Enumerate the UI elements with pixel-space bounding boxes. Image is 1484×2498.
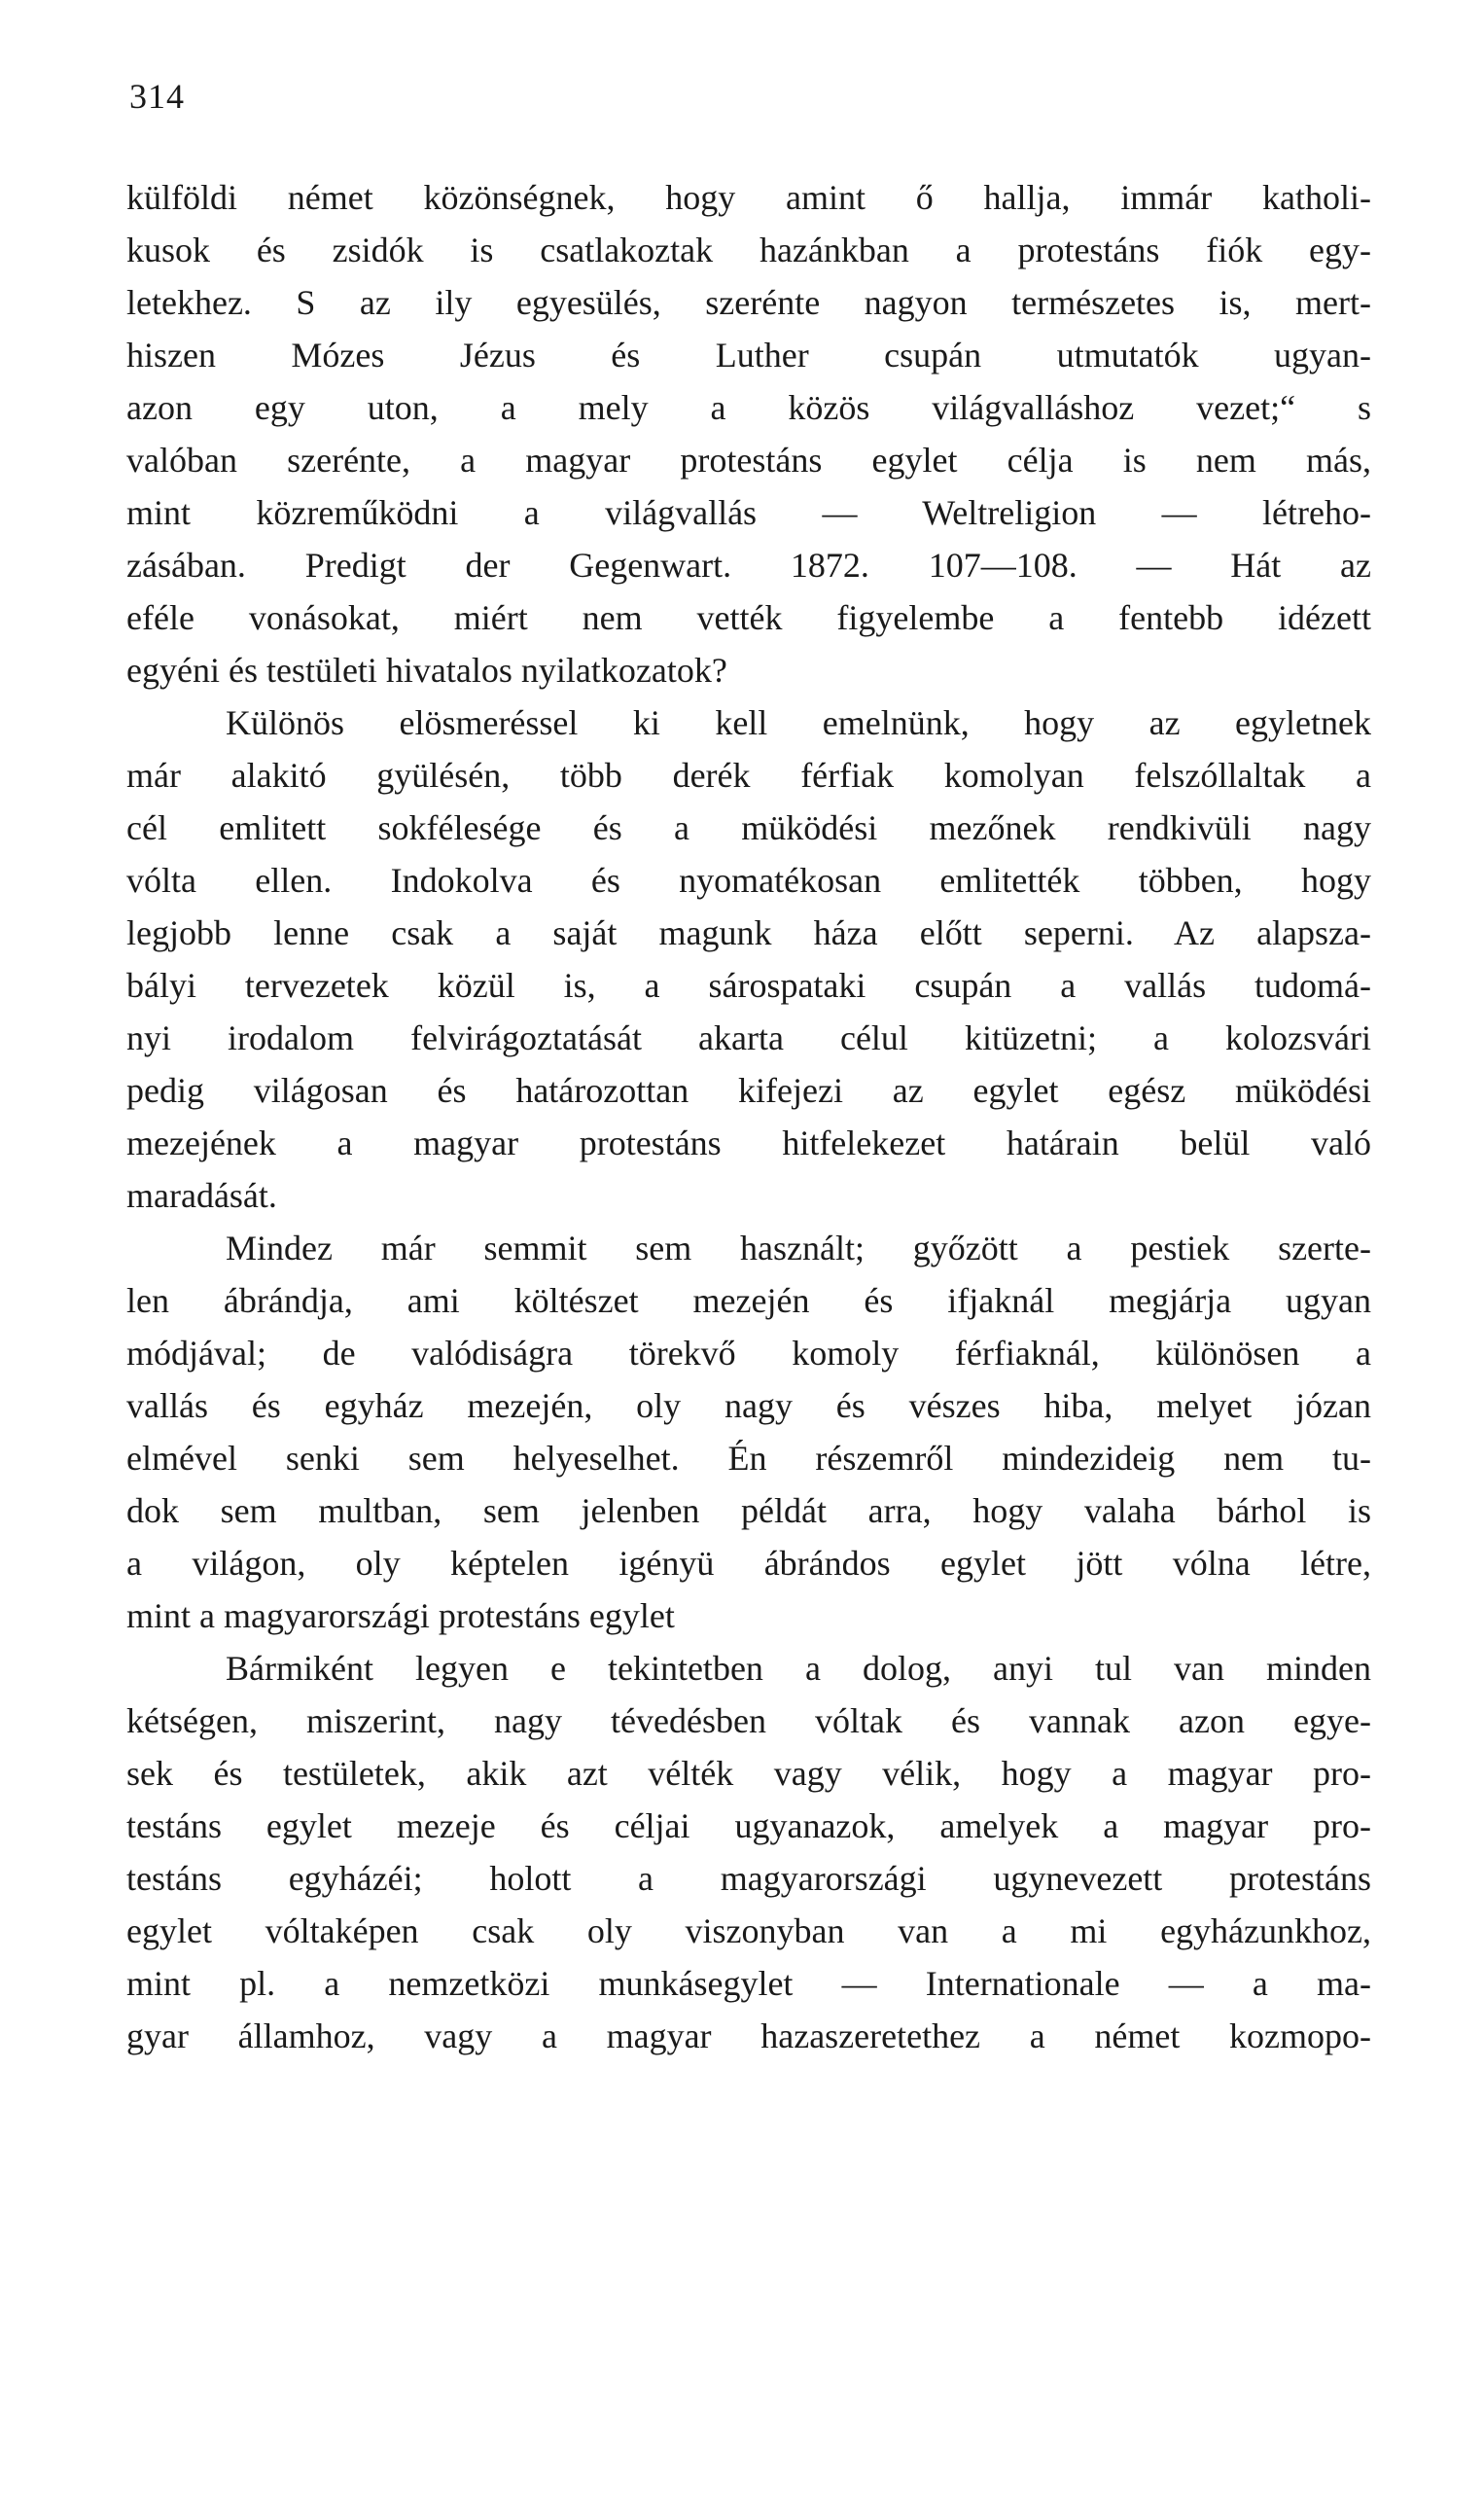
text-line: pedig világosan és határozottan kifejezi az egylet egész müködési (126, 1071, 1371, 1110)
text-line: Különös elösmeréssel ki kell emelnünk, hogy az egyletnek (226, 703, 1371, 742)
text-line: egyéni és testületi hivatalos nyilatkozatok? (126, 651, 727, 690)
paragraph-1 (126, 171, 1371, 696)
text-line: cél emlitett sokfélesége és a müködési mezőnek rendkivüli nagy (126, 808, 1371, 847)
text-line: bályi tervezetek közül is, a sárospataki csupán a vallás tudomá- (126, 966, 1371, 1005)
text-line: valóban szerénte, a magyar protestáns egylet célja is nem más, (126, 441, 1371, 480)
text-line: módjával; de valódiságra törekvő komoly férfiaknál, különösen a (126, 1334, 1371, 1373)
page-body (126, 171, 1371, 2062)
paragraph-4 (126, 1642, 1371, 2062)
text-line: mint a magyarországi protestáns egylet (126, 1596, 675, 1635)
text-line: már alakitó gyülésén, több derék férfiak komolyan felszóllaltak a (126, 756, 1371, 795)
text-line: külföldi német közönségnek, hogy amint ő hallja, immár katholi- (126, 178, 1371, 217)
text-line: mint pl. a nemzetközi munkásegylet — Internationale — a ma- (126, 1964, 1371, 2003)
text-line: dok sem multban, sem jelenben példát arra, hogy valaha bárhol is (126, 1491, 1371, 1530)
text-line: letekhez. S az ily egyesülés, szerénte nagyon természetes is, mert- (126, 283, 1371, 322)
text-line: testáns egyházéi; holott a magyarországi ugynevezett protestáns (126, 1859, 1371, 1898)
text-line: egylet vóltaképen csak oly viszonyban van a mi egyházunkhoz, (126, 1911, 1371, 1950)
text-line: vallás és egyház mezején, oly nagy és vészes hiba, melyet józan (126, 1386, 1371, 1425)
text-line: mezejének a magyar protestáns hitfelekezet határain belül való (126, 1124, 1371, 1162)
text-line: nyi irodalom felvirágoztatását akarta célul kitüzetni; a kolozsvári (126, 1018, 1371, 1057)
text-line: maradását. (126, 1176, 277, 1215)
text-line: zásában. Predigt der Gegenwart. 1872. 107—108. — Hát az (126, 546, 1371, 585)
text-line: mint közreműködni a világvallás — Weltreligion — létreho- (126, 493, 1371, 532)
text-line: a világon, oly képtelen igényü ábrándos egylet jött vólna létre, (126, 1544, 1371, 1583)
text-line: sek és testületek, akik azt vélték vagy vélik, hogy a magyar pro- (126, 1754, 1371, 1793)
text-line: gyar államhoz, vagy a magyar hazaszeretethez a német kozmopo- (126, 2016, 1371, 2055)
paragraph-2 (126, 696, 1371, 1222)
paragraph-3 (126, 1222, 1371, 1642)
text-line: len ábrándja, ami költészet mezején és ifjaknál megjárja ugyan (126, 1281, 1371, 1320)
text-line: elmével senki sem helyeselhet. Én részemről mindezideig nem tu- (126, 1439, 1371, 1478)
text-line: Bármiként legyen e tekintetben a dolog, anyi tul van minden (226, 1649, 1371, 1688)
text-line: Mindez már semmit sem használt; győzött a pestiek szerte- (226, 1229, 1371, 1267)
text-line: vólta ellen. Indokolva és nyomatékosan emlitették többen, hogy (126, 861, 1371, 900)
text-line: legjobb lenne csak a saját magunk háza előtt seperni. Az alapsza- (126, 913, 1371, 952)
text-line: kétségen, miszerint, nagy tévedésben vóltak és vannak azon egye- (126, 1701, 1371, 1740)
text-line: eféle vonásokat, miért nem vették figyelembe a fentebb idézett (126, 598, 1371, 637)
page-number: 314 (129, 77, 185, 116)
text-line: testáns egylet mezeje és céljai ugyanazok, amelyek a magyar pro- (126, 1806, 1371, 1845)
text-line: kusok és zsidók is csatlakoztak hazánkban a protestáns fiók egy- (126, 231, 1371, 269)
text-line: azon egy uton, a mely a közös világvalláshoz vezet;“ s (126, 388, 1371, 427)
text-line: hiszen Mózes Jézus és Luther csupán utmutatók ugyan- (126, 336, 1371, 375)
